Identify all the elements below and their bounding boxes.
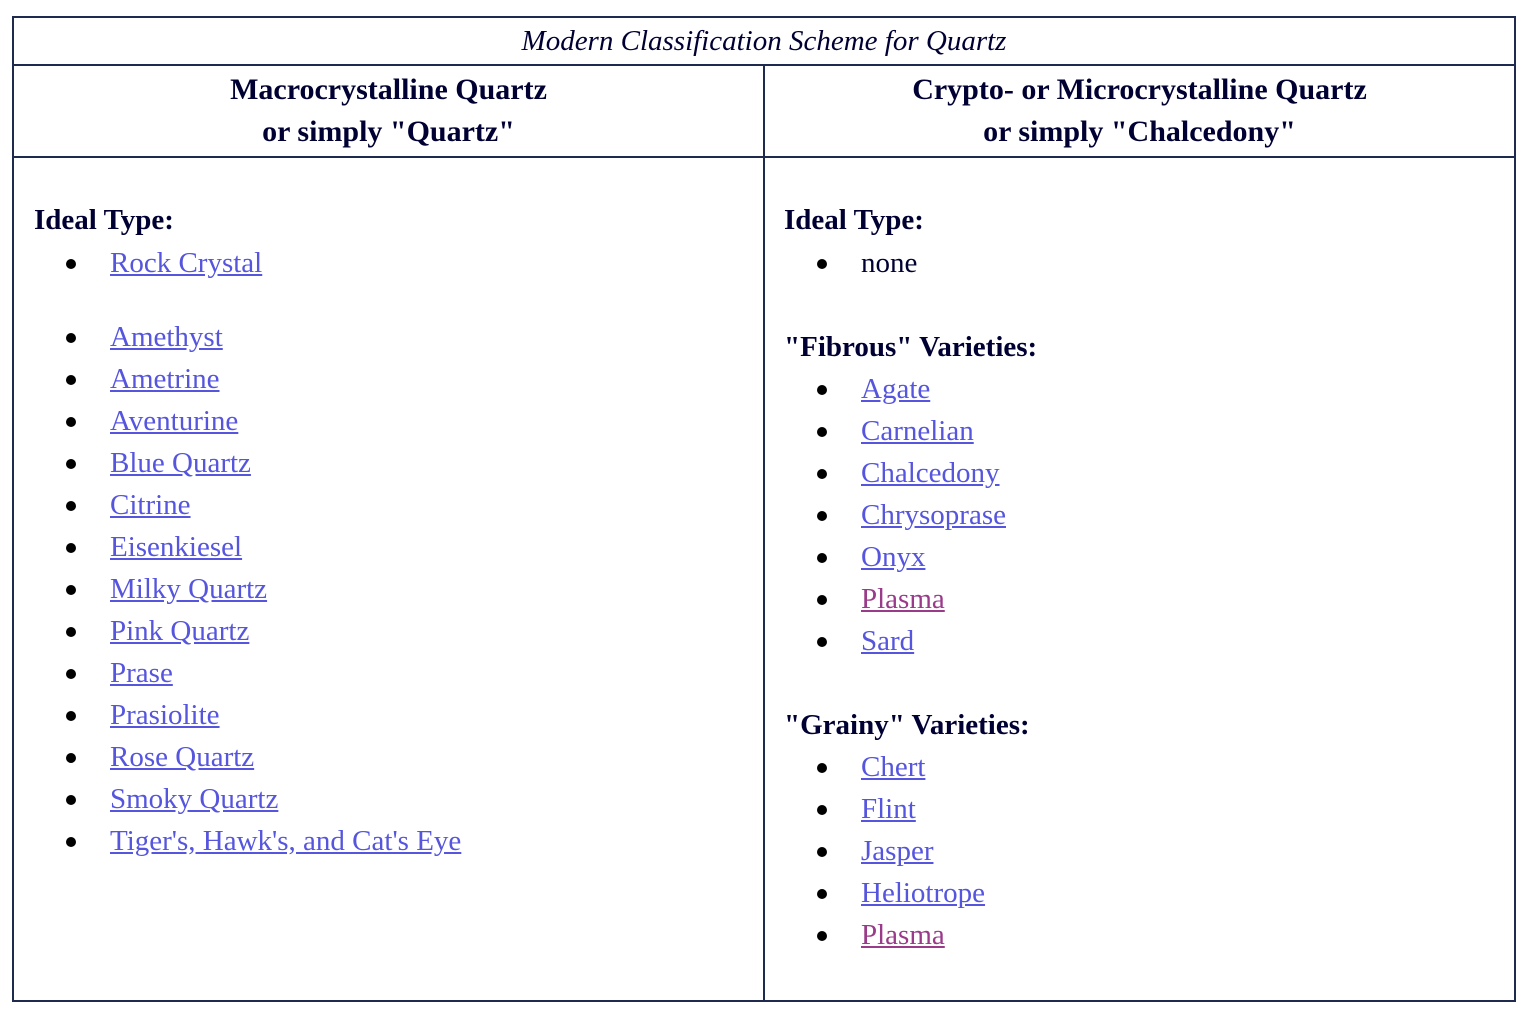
bullet-icon [817, 931, 827, 941]
bullet-icon [817, 595, 827, 605]
bullet-icon [817, 553, 827, 563]
link-plasma-grainy[interactable]: Plasma [861, 919, 945, 951]
bullet-icon [817, 427, 827, 437]
list-item [14, 694, 763, 736]
link-carnelian[interactable]: Carnelian [861, 415, 974, 447]
list-item [14, 736, 763, 778]
list-item [765, 578, 1514, 620]
link-flint[interactable]: Flint [861, 793, 916, 825]
header-microcrystalline [765, 66, 1514, 156]
link-prasiolite[interactable]: Prasiolite [110, 699, 220, 731]
fibrous-varieties-title: "Fibrous" Varieties: [784, 331, 1038, 363]
bullet-icon [817, 637, 827, 647]
grainy-varieties-title: "Grainy" Varieties: [784, 709, 1030, 741]
header-left-line1: Macrocrystalline Quartz [230, 73, 547, 106]
link-citrine[interactable]: Citrine [110, 489, 191, 521]
list-item [14, 484, 763, 526]
bullet-icon [66, 375, 76, 385]
left-ideal-list [14, 242, 763, 284]
list-item [14, 316, 763, 358]
bullet-icon [817, 469, 827, 479]
list-item [765, 494, 1514, 536]
link-chert[interactable]: Chert [861, 751, 926, 783]
list-item [14, 526, 763, 568]
bullet-icon [66, 543, 76, 553]
list-item [14, 400, 763, 442]
microcrystalline-cell [765, 158, 1514, 1000]
bullet-icon [66, 627, 76, 637]
list-item [14, 610, 763, 652]
bullet-icon [817, 847, 827, 857]
link-heliotrope[interactable]: Heliotrope [861, 877, 986, 909]
list-item [14, 442, 763, 484]
list-item [765, 536, 1514, 578]
list-item [765, 620, 1514, 662]
list-item [765, 368, 1514, 410]
list-item [14, 652, 763, 694]
link-milky-quartz[interactable]: Milky Quartz [110, 573, 268, 605]
link-blue-quartz[interactable]: Blue Quartz [110, 447, 251, 479]
bullet-icon [66, 259, 76, 269]
right-ideal-list [765, 242, 1514, 284]
list-item [14, 358, 763, 400]
grainy-list [765, 746, 1514, 956]
link-agate[interactable]: Agate [861, 373, 931, 405]
ideal-type-none: none [861, 247, 918, 279]
macrocrystalline-cell [14, 158, 763, 1000]
list-item [14, 242, 763, 284]
list-item [765, 830, 1514, 872]
bullet-icon [817, 511, 827, 521]
left-ideal-type-title: Ideal Type: [34, 204, 174, 236]
bullet-icon [66, 459, 76, 469]
bullet-icon [66, 753, 76, 763]
bullet-icon [66, 711, 76, 721]
bullet-icon [817, 805, 827, 815]
fibrous-list [765, 368, 1514, 662]
bullet-icon [817, 385, 827, 395]
link-pink-quartz[interactable]: Pink Quartz [110, 615, 250, 647]
list-item [14, 778, 763, 820]
table-caption: Modern Classification Scheme for Quartz [14, 18, 1514, 66]
bullet-icon [817, 889, 827, 899]
link-onyx[interactable]: Onyx [861, 541, 926, 573]
link-chrysoprase[interactable]: Chrysoprase [861, 499, 1006, 531]
left-variety-list [14, 316, 763, 862]
bullet-icon [817, 763, 827, 773]
list-item [765, 746, 1514, 788]
bullet-icon [66, 795, 76, 805]
bullet-icon [66, 669, 76, 679]
link-plasma[interactable]: Plasma [861, 583, 945, 615]
link-jasper[interactable]: Jasper [861, 835, 934, 867]
bullet-icon [66, 837, 76, 847]
list-item [14, 568, 763, 610]
header-left-line2: or simply "Quartz" [262, 115, 515, 148]
link-prase[interactable]: Prase [110, 657, 173, 689]
right-ideal-type-title: Ideal Type: [784, 204, 924, 236]
list-item [765, 788, 1514, 830]
classification-table [12, 16, 1516, 1002]
link-aventurine[interactable]: Aventurine [110, 405, 239, 437]
link-tigers-hawks-cats-eye[interactable]: Tiger's, Hawk's, and Cat's Eye [110, 825, 462, 857]
link-rock-crystal[interactable]: Rock Crystal [110, 247, 263, 279]
bullet-icon [66, 501, 76, 511]
link-rose-quartz[interactable]: Rose Quartz [110, 741, 255, 773]
header-right-line1: Crypto- or Microcrystalline Quartz [912, 73, 1367, 106]
header-right-line2: or simply "Chalcedony" [983, 115, 1296, 148]
bullet-icon [66, 417, 76, 427]
link-sard[interactable]: Sard [861, 625, 915, 657]
list-item [765, 452, 1514, 494]
bullet-icon [66, 333, 76, 343]
list-item [765, 242, 1514, 284]
link-smoky-quartz[interactable]: Smoky Quartz [110, 783, 279, 815]
link-chalcedony[interactable]: Chalcedony [861, 457, 1000, 489]
list-item [765, 914, 1514, 956]
list-item [765, 410, 1514, 452]
link-ametrine[interactable]: Ametrine [110, 363, 220, 395]
list-item [14, 820, 763, 862]
list-item [765, 872, 1514, 914]
bullet-icon [66, 585, 76, 595]
link-amethyst[interactable]: Amethyst [110, 321, 223, 353]
bullet-icon [817, 259, 827, 269]
header-macrocrystalline [14, 66, 763, 156]
link-eisenkiesel[interactable]: Eisenkiesel [110, 531, 243, 563]
